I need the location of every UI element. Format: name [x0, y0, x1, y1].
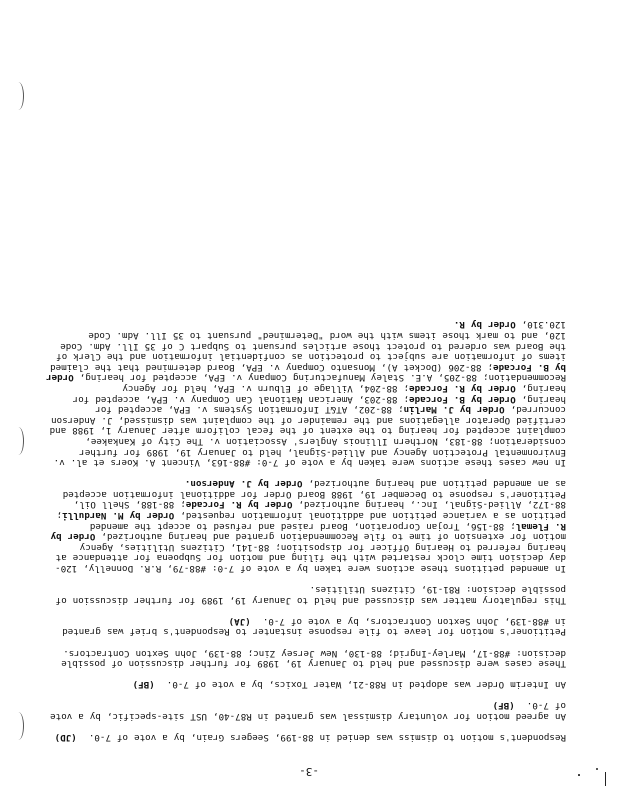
order-attribution: Order by J. Anderson.: [184, 478, 303, 490]
paragraph-text: This regulatory matter was discussed and held to January 19, 1989 for further discussion of possible decision: R81-19, Citizens Utilities.: [49, 584, 566, 606]
order-attribution: Order by R. Forcade: [185, 499, 293, 511]
paragraph-ust-site-specific: [46, 700, 566, 721]
paragraph-text: ; 88-172, Allied-Signal, Inc., hearing authorized,: [50, 499, 566, 522]
initials-bf: (BF): [132, 679, 155, 691]
scan-speck: [579, 775, 581, 777]
order-attribution: Order by J. Marlin: [403, 404, 505, 416]
punch-hole-mark-middle: [13, 427, 24, 455]
paragraph-text: An Interim Order was adopted in R88-21, Water Toxics, by a vote of 7-0.: [154, 679, 566, 691]
paragraph-new-cases: [43, 319, 566, 469]
paragraph-seegers-grain: [46, 731, 566, 742]
paragraph-text: These cases were discussed and held to January 19, 1989 for further discussion of possible decision: #88-17, Marley-Ingrid; 88-130, New Jersey Zinc; 88-139, John Sexton Contractors.: [55, 647, 566, 670]
order-attribution: Order by R. Flemal: [50, 520, 566, 543]
document-body: [43, 308, 566, 743]
order-attribution: Order by R.: [453, 319, 516, 331]
paragraph-text: #88-79, R.R. Donnelly, 120-day decision time clock restarted with the filing and motion for Subpoena for attendance at hearing referred to Hearing Officer for disposition; 88-141, Citizens Utilities, Agency motion for extension of time to file Recommendation granted and hearing authorized,: [49, 531, 566, 575]
page-number: -3-: [299, 765, 319, 778]
paragraph-text: Petitioner's motion for leave to file response instanter to Respondent's brief was granted in #88-139, John Sexton Contractors, by a vote of 7-0.: [56, 615, 566, 638]
paragraph-text: ; 88-203, American National Can Company v. EPA, accepted for hearing,: [66, 383, 566, 405]
paragraph-text: ; 88-156, Trojan Corporation, Board raised and refused to accept the amended petition as a variance petition and additional information requested,: [83, 510, 566, 532]
order-attribution: Order by B. Forcade: [409, 393, 516, 405]
paragraph-held-cases: [46, 647, 566, 668]
paragraph-text: An agreed motion for voluntary dismissal was granted in R87-40, UST site-specific, by a vote of 7-0.: [44, 700, 566, 722]
paragraph-text: ; 88-206 (Docket A), Monsanto Company v. EPA, Board determined that the claimed items of information are subject to protection as confidential information and the Clerk of the Board was ordered to protect those articles pursuant to Subpart C of 35 Ill. Adm. Code 120, and to mark those items with the word "Determined" pursuant to 35 Ill. Adm. Code 120.310,: [44, 319, 566, 373]
paragraph-regulatory-matter: [46, 584, 566, 605]
paragraph-text: ; 88-202, AT&T Information Systems v. EPA, accepted for hearing,: [89, 393, 566, 416]
order-attribution: Order by R. Forcade: [409, 383, 516, 395]
punch-hole-mark-top: [13, 712, 24, 740]
order-attribution: Order by B. Forcade: [46, 361, 566, 384]
punch-hole-mark-bottom: [13, 82, 24, 110]
paragraph-text: ; 88-204, Village of Elburn v. EPA, held for Agency Recommendation; 88-205, A.E. Staley Manufacturing Company v. EPA, accepted for hearing,: [73, 372, 566, 395]
initials-jd: (JD): [54, 732, 77, 743]
paragraph-text: In new cases these actions were taken by a vote of 7-0:: [250, 457, 566, 469]
scan-speck: [596, 768, 598, 770]
paragraph-text: ; 88-188, Shell Oil, Petitioner's response to December 19, 1988 Board Order for additional information accepted as an amended petition and hearing authorized,: [56, 478, 566, 511]
paragraph-text: Respondent's motion to dismiss was denied in 88-199, Seegers Grain, by a vote of 7-0.: [76, 732, 566, 743]
paragraph-sexton-motion: [46, 615, 566, 636]
paragraph-amended-petitions: [46, 478, 566, 573]
paragraph-water-toxics: [46, 679, 566, 690]
paragraph-text: In amended petitions these actions were taken by a vote of 7-0:: [205, 563, 566, 575]
scan-speck: [605, 772, 606, 786]
initials-ja: (JA): [228, 615, 251, 627]
initials-bf: (BF): [492, 700, 515, 712]
paragraph-text: #88-163, Vincent A. Koers et al. v. Environmental Protection Agency and Allied-Signal, held to January 19, 1989 for further consideration; 88-183, Northern Illinois Anglers' Association v. The City of Kankakee, complaint accepted for hearing to the extent of the fecal coliform after January 1, 1988 and certified Operator allegations and the remainder of the complaint was dismissed, J. Anderson concurred,: [43, 404, 566, 469]
order-attribution: Order by M. Nardulli: [62, 510, 175, 522]
